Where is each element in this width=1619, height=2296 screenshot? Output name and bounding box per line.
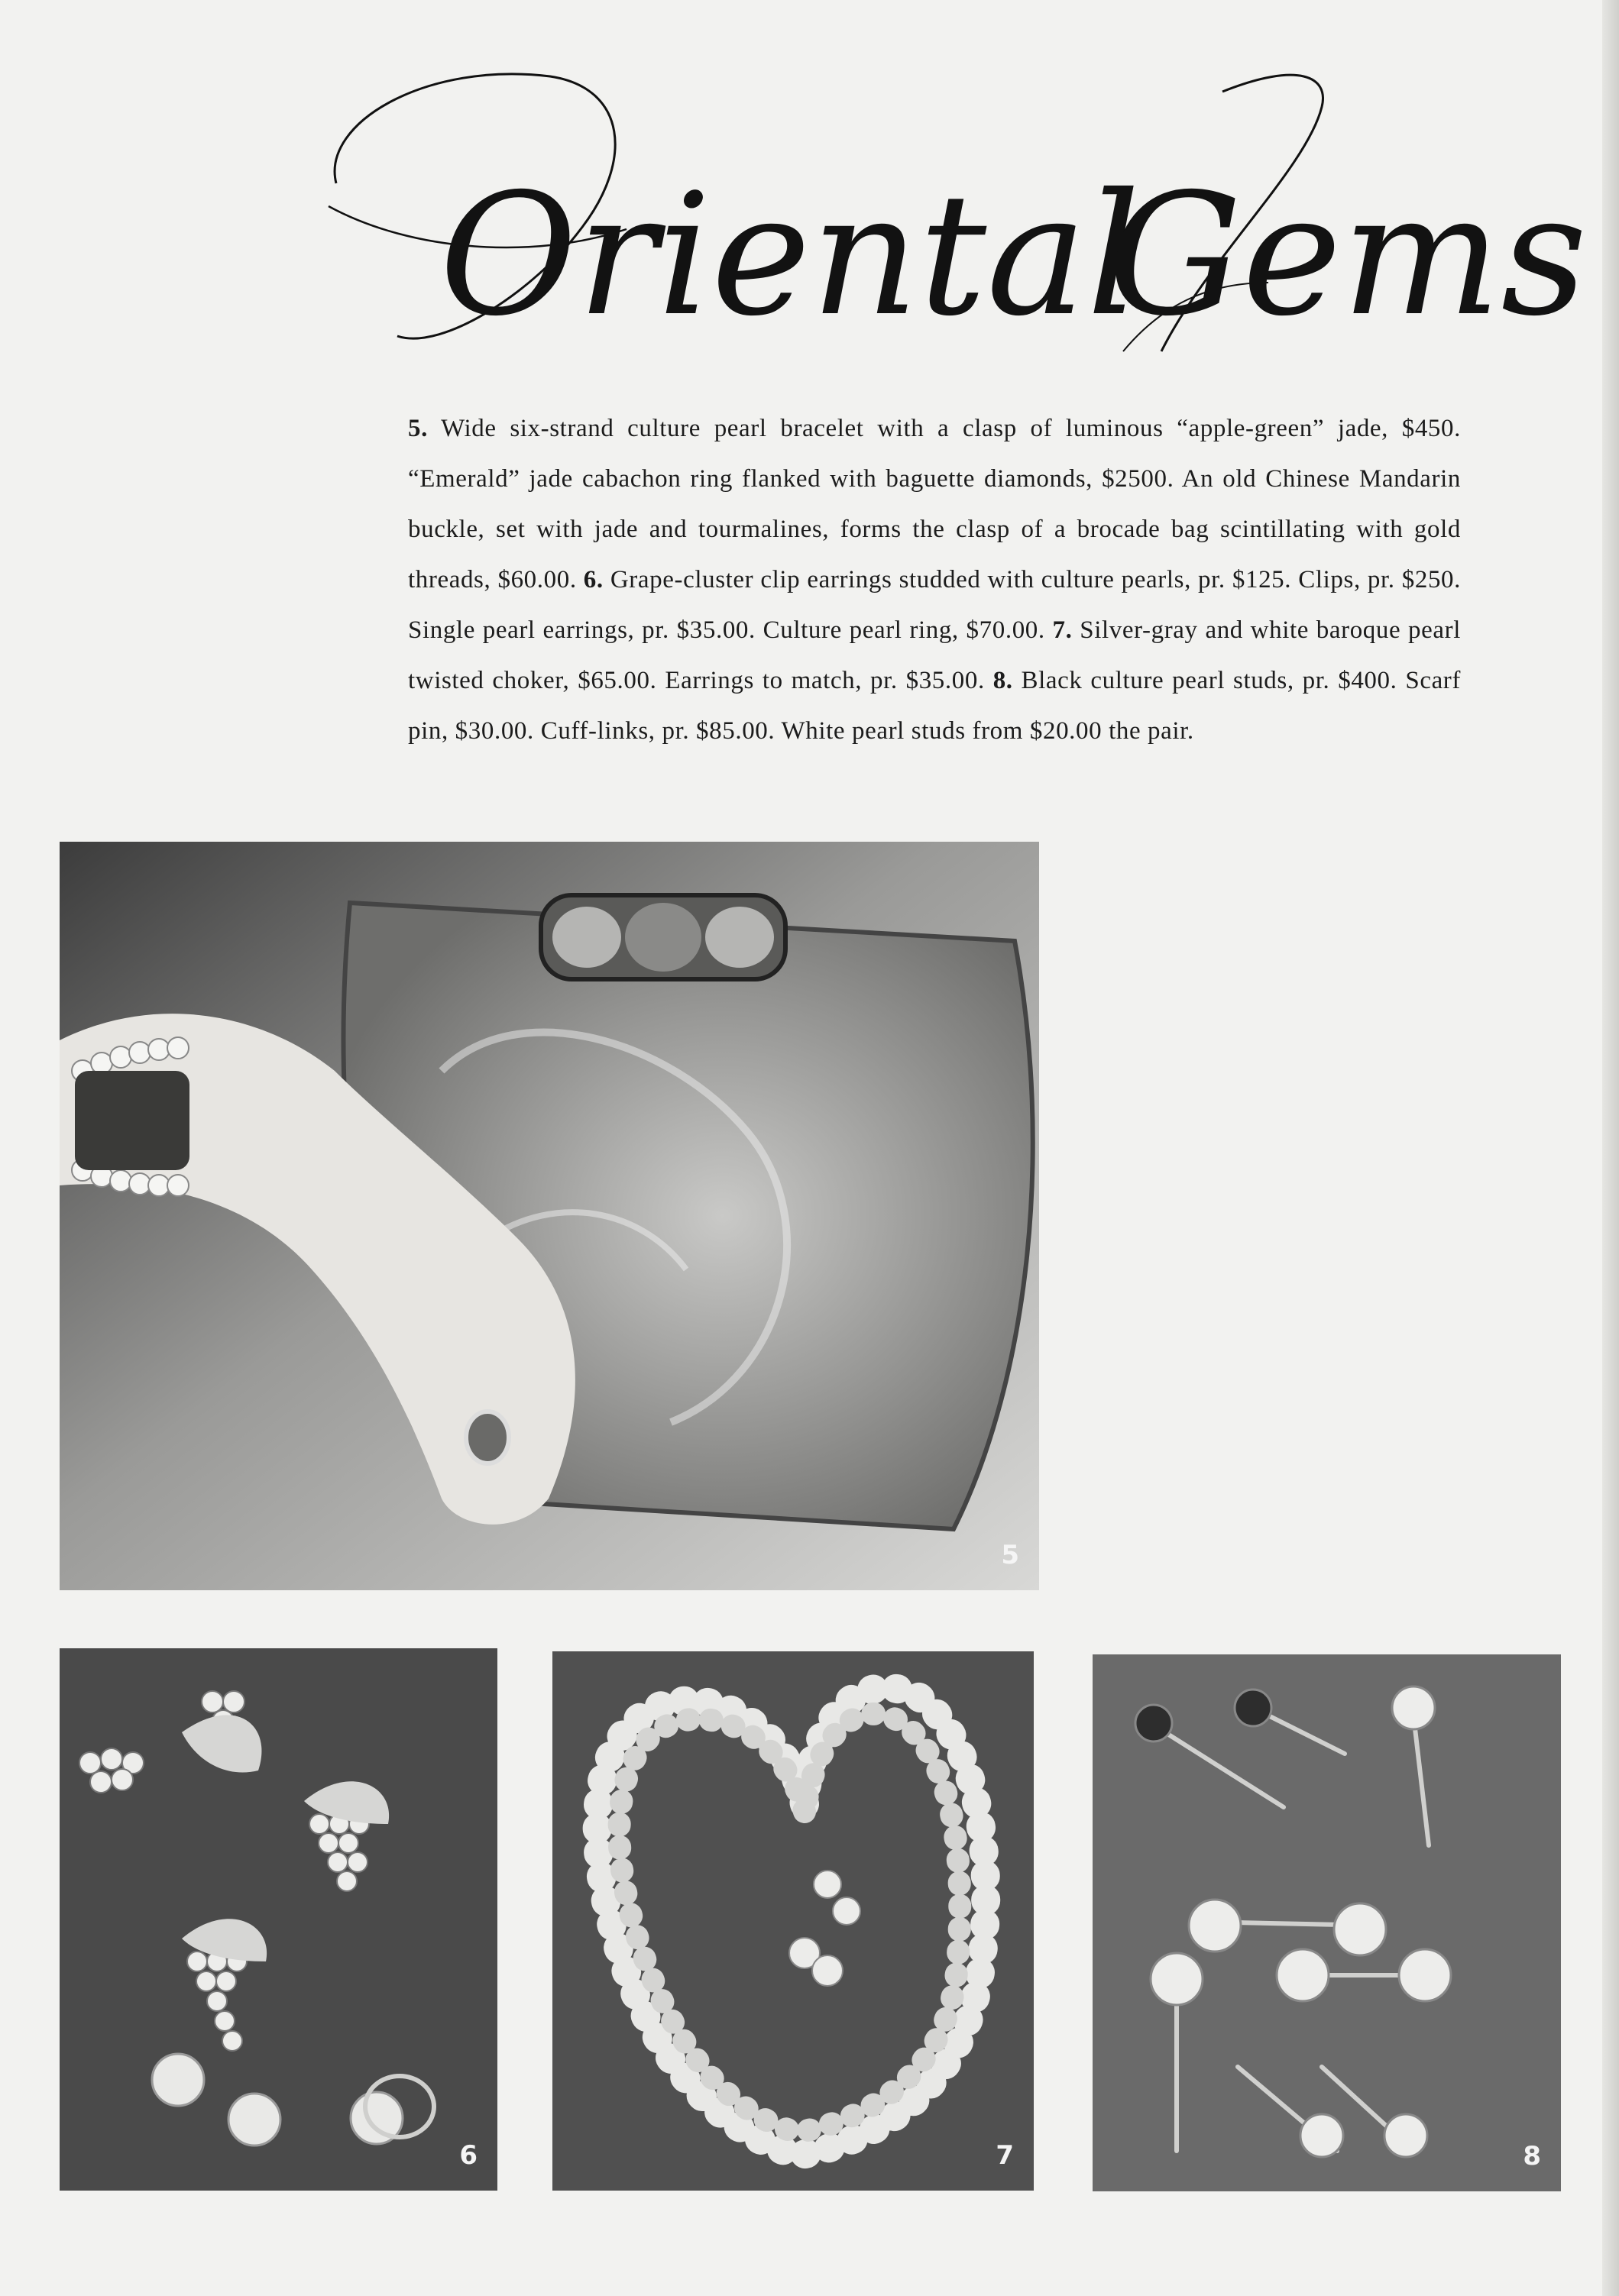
title-word-gems: Gems xyxy=(1108,157,1588,353)
photo-brocade-bag xyxy=(60,842,1039,1590)
plate-number-5: 5 xyxy=(1001,1540,1019,1570)
photo-pearl-choker xyxy=(552,1651,1034,2191)
photo-studs-cufflinks xyxy=(1093,1654,1561,2191)
item-text-5: Wide six-strand culture pearl bracelet with a clasp of luminous “apple-green” jade, $450. “Emerald” jade cabachon ring flanked with baguette diamonds, $2500. An old Chinese Mandarin buckle, set with jade and tourmalines, forms the clasp of a brocade bag scintillating with gold threads, $60.00. xyxy=(408,415,1461,593)
photo-grape-earrings xyxy=(60,1648,497,2191)
title-word-oriental: Oriental xyxy=(439,157,1141,353)
item-number-8: 8. xyxy=(992,667,1013,694)
item-number-6: 6. xyxy=(583,566,604,593)
item-text-6: Grape-cluster clip earrings studded with culture pearls, pr. $125. Clips, pr. $250. Single pearl earrings, pr. $35.00. Culture pearl ring, $70.00. xyxy=(408,566,1462,644)
item-number-5: 5. xyxy=(408,415,428,442)
item-text-7: Silver-gray and white baroque pearl twisted choker, $65.00. Earrings to match, pr. $35.00. xyxy=(408,616,1461,694)
plate-number-7: 7 xyxy=(996,2140,1014,2171)
page-title xyxy=(306,31,1588,390)
description-paragraph xyxy=(408,403,1461,756)
plate-number-6: 6 xyxy=(459,2140,478,2171)
item-text-8: Black culture pearl studs, pr. $400. Scarf pin, $30.00. Cuff-links, pr. $85.00. White pearl studs from $20.00 the pair. xyxy=(408,667,1461,745)
item-number-7: 7. xyxy=(1052,616,1073,644)
plate-number-8: 8 xyxy=(1523,2141,1541,2171)
page-edge xyxy=(1602,0,1619,2296)
